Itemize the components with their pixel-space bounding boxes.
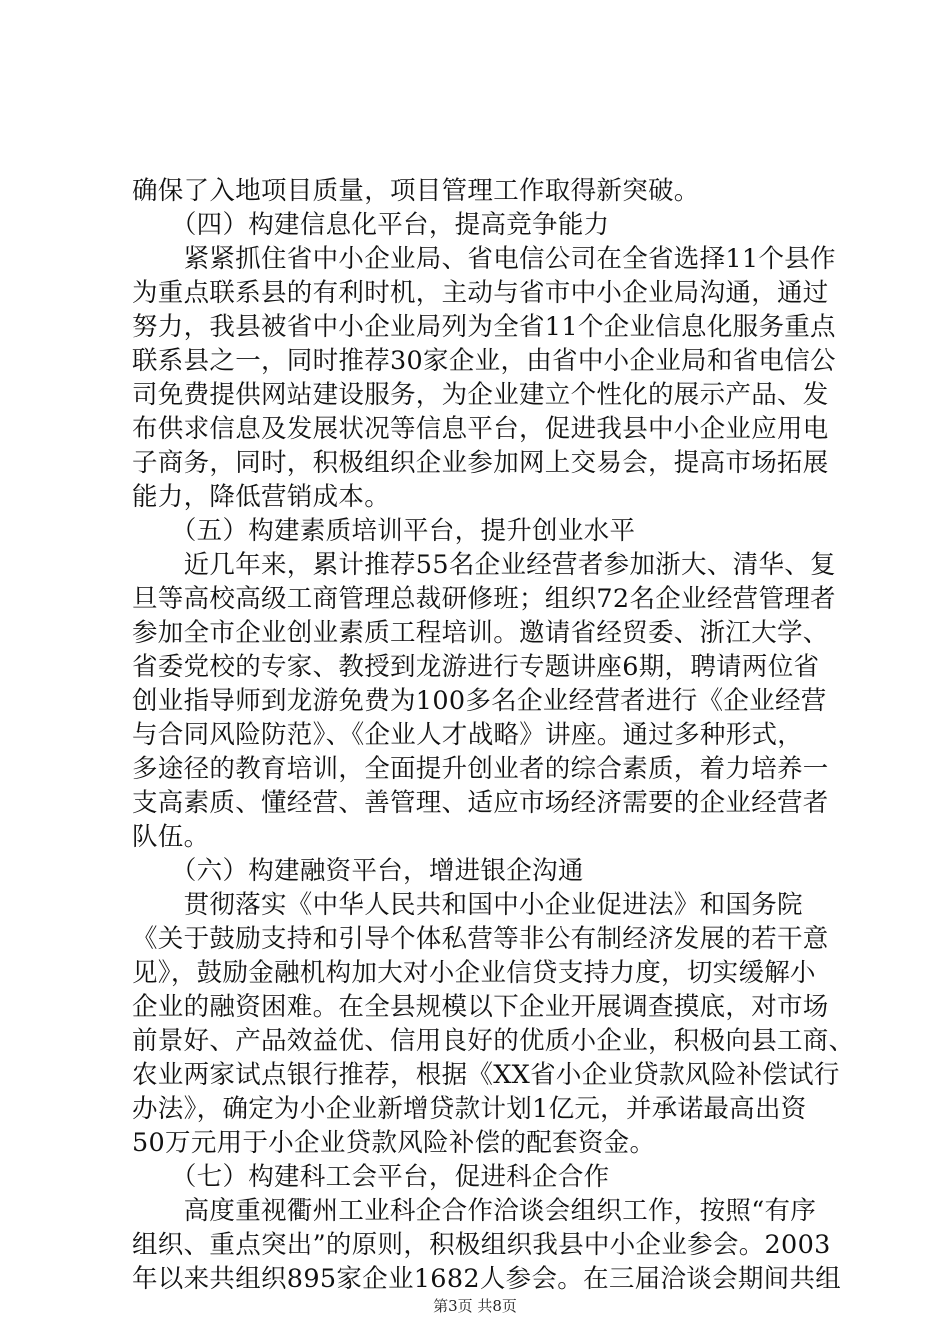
text-line: 贯彻落实《中华人民共和国中小企业促进法》和国务院 — [132, 890, 803, 920]
text-line: 见》，鼓励金融机构加大对小企业信贷支持力度，切实缓解小 — [132, 958, 816, 988]
text-line: 《关于鼓励支持和引导个体私营等非公有制经济发展的若干意 — [132, 924, 829, 954]
text-line: 支高素质、懂经营、善管理、适应市场经济需要的企业经营者 — [132, 788, 829, 818]
text-line: 50万元用于小企业贷款风险补偿的配套资金。 — [132, 1128, 656, 1158]
text-line: 联系县之一，同时推荐30家企业，由省中小企业局和省电信公 — [132, 346, 836, 376]
text-line: 确保了入地项目质量，项目管理工作取得新突破。 — [132, 176, 700, 206]
section-heading: （五）构建素质培训平台，提升创业水平 — [132, 516, 636, 546]
page-footer: 第3页 共8页 — [433, 1297, 517, 1315]
text-line: 年以来共组织895家企业1682人参会。在三届洽谈会期间共组 — [132, 1264, 842, 1294]
section-heading: （六）构建融资平台，增进银企沟通 — [132, 856, 584, 886]
text-line: 农业两家试点银行推荐，根据《XX省小企业贷款风险补偿试行 — [132, 1060, 840, 1090]
text-line: 参加全市企业创业素质工程培训。邀请省经贸委、浙江大学、 — [132, 618, 829, 648]
text-line: 省委党校的专家、教授到龙游进行专题讲座6期，聘请两位省 — [132, 652, 820, 682]
section-heading: （七）构建科工会平台，促进科企合作 — [132, 1162, 610, 1192]
text-line: 司免费提供网站建设服务，为企业建立个性化的展示产品、发 — [132, 380, 829, 410]
text-line: 创业指导师到龙游免费为100多名企业经营者进行《企业经营 — [132, 686, 827, 716]
text-line: 高度重视衢州工业科企合作洽谈会组织工作，按照“有序 — [132, 1196, 817, 1226]
text-line: 队伍。 — [132, 822, 210, 852]
text-line: 为重点联系县的有利时机，主动与省市中小企业局沟通，通过 — [132, 278, 829, 308]
text-line: 子商务，同时，积极组织企业参加网上交易会，提高市场拓展 — [132, 448, 829, 478]
text-line: 能力，降低营销成本。 — [132, 482, 391, 512]
text-line: 旦等高校高级工商管理总裁研修班；组织72名企业经营管理者 — [132, 584, 836, 614]
text-line: 近几年来，累计推荐55名企业经营者参加浙大、清华、复 — [132, 550, 836, 580]
section-heading: （四）构建信息化平台，提高竞争能力 — [132, 210, 610, 240]
text-line: 紧紧抓住省中小企业局、省电信公司在全省选择11个县作 — [132, 244, 836, 274]
text-line: 前景好、产品效益优、信用良好的优质小企业，积极向县工商、 — [132, 1026, 855, 1056]
text-line: 努力，我县被省中小企业局列为全省11个企业信息化服务重点 — [132, 312, 836, 342]
text-line: 企业的融资困难。在全县规模以下企业开展调查摸底，对市场 — [132, 992, 829, 1022]
text-line: 组织、重点突出”的原则，积极组织我县中小企业参会。2003 — [132, 1230, 831, 1260]
text-line: 布供求信息及发展状况等信息平台，促进我县中小企业应用电 — [132, 414, 829, 444]
text-line: 与合同风险防范》、《企业人才战略》讲座。通过多种形式， — [132, 720, 804, 750]
text-line: 多途径的教育培训，全面提升创业者的综合素质，着力培养一 — [132, 754, 829, 784]
text-line: 办法》，确定为小企业新增贷款计划1亿元，并承诺最高出资 — [132, 1094, 807, 1124]
